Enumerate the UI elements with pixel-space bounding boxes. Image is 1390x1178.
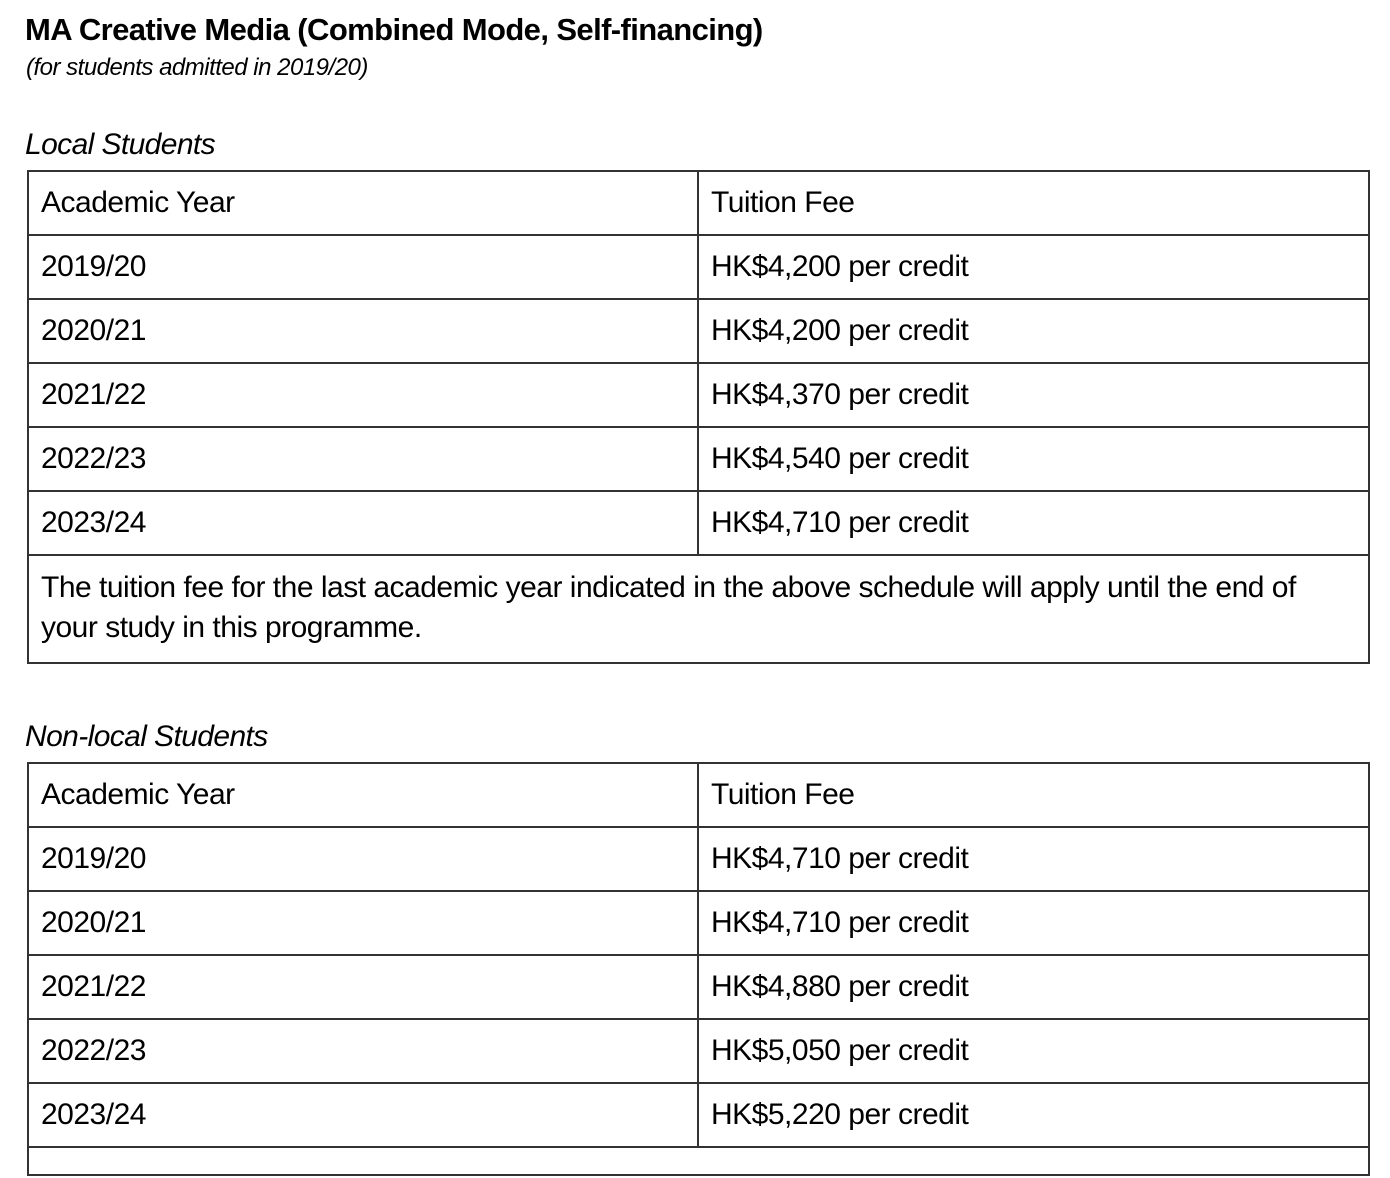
academic-year-cell: 2020/21 (28, 299, 698, 363)
academic-year-cell: 2023/24 (28, 1083, 698, 1147)
academic-year-cell: 2019/20 (28, 827, 698, 891)
tuition-fee-cell: HK$4,540 per credit (698, 427, 1369, 491)
table-header-row (28, 763, 1369, 827)
header-tuition-fee: Tuition Fee (698, 171, 1369, 235)
academic-year-cell: 2022/23 (28, 427, 698, 491)
tuition-fee-cell: HK$4,710 per credit (698, 891, 1369, 955)
header-tuition-fee: Tuition Fee (698, 763, 1369, 827)
page-title: MA Creative Media (Combined Mode, Self-financing) (25, 12, 763, 47)
page-subtitle: (for students admitted in 2019/20) (26, 54, 368, 81)
table-row (28, 491, 1369, 555)
fee-note: The tuition fee for the last academic year indicated in the above schedule will apply until the end of your study in this programme. (28, 555, 1369, 663)
table-row (28, 1019, 1369, 1083)
table-row (28, 1083, 1369, 1147)
table-row (28, 427, 1369, 491)
header-academic-year: Academic Year (28, 171, 698, 235)
table-row (28, 363, 1369, 427)
table-row (28, 891, 1369, 955)
table-row (28, 827, 1369, 891)
academic-year-cell: 2021/22 (28, 955, 698, 1019)
academic-year-cell: 2019/20 (28, 235, 698, 299)
fee-note-cut-off (28, 1147, 1369, 1175)
tuition-fee-cell: HK$4,880 per credit (698, 955, 1369, 1019)
table-note-row (28, 1147, 1369, 1175)
tuition-fee-cell: HK$5,220 per credit (698, 1083, 1369, 1147)
tuition-fee-cell: HK$4,710 per credit (698, 491, 1369, 555)
tuition-fee-cell: HK$4,200 per credit (698, 235, 1369, 299)
local-fee-table (27, 170, 1370, 664)
table-row (28, 299, 1369, 363)
nonlocal-fee-table (27, 762, 1370, 1176)
academic-year-cell: 2021/22 (28, 363, 698, 427)
table-note-row (28, 555, 1369, 663)
table-header-row (28, 171, 1369, 235)
academic-year-cell: 2022/23 (28, 1019, 698, 1083)
header-academic-year: Academic Year (28, 763, 698, 827)
tuition-fee-cell: HK$5,050 per credit (698, 1019, 1369, 1083)
table-row (28, 955, 1369, 1019)
nonlocal-students-heading: Non-local Students (25, 720, 268, 753)
tuition-fee-cell: HK$4,710 per credit (698, 827, 1369, 891)
academic-year-cell: 2023/24 (28, 491, 698, 555)
table-row (28, 235, 1369, 299)
tuition-fee-cell: HK$4,370 per credit (698, 363, 1369, 427)
academic-year-cell: 2020/21 (28, 891, 698, 955)
tuition-fee-cell: HK$4,200 per credit (698, 299, 1369, 363)
local-students-heading: Local Students (25, 128, 216, 161)
